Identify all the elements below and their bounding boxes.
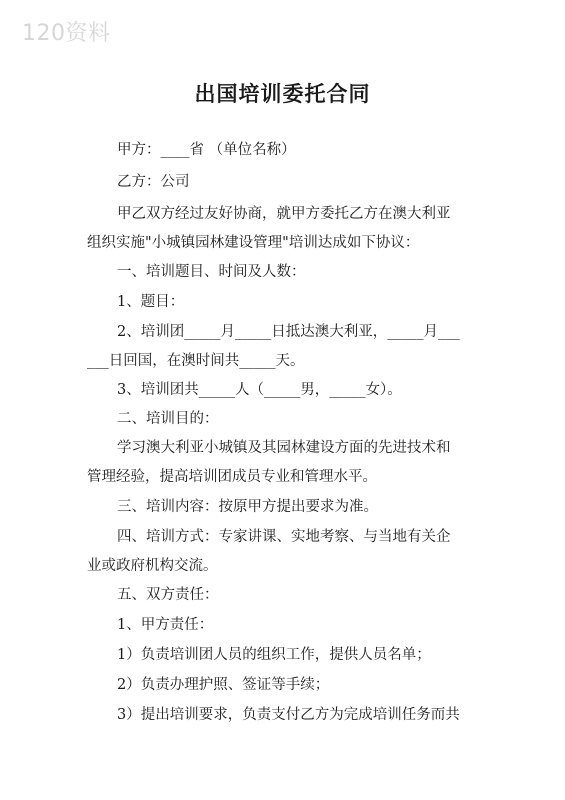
section-heading: 二、培训目的： [117, 411, 219, 427]
paragraph-line: 业或政府机构交流。 [87, 558, 218, 574]
document-title: 出国培训委托合同 [194, 82, 371, 106]
watermark-logo: 120资料 [22, 21, 111, 46]
section-heading: 一、培训题目、时间及人数： [117, 264, 306, 280]
paragraph-line: ___日回国，在澳时间共_____天。 [87, 353, 305, 369]
paragraph-line: 管理经验，提高培训团成员专业和管理水平。 [87, 469, 377, 485]
paragraph-line: 3）提出培训要求，负责支付乙方为完成培训任务而共 [117, 707, 460, 723]
paragraph-line: 甲乙双方经过友好协商，就甲方委托乙方在澳大利亚 [117, 206, 451, 222]
paragraph-line: 1）负责培训团人员的组织工作，提供人员名单； [117, 647, 431, 663]
party-a-line: 甲方：____省 （单位名称） [117, 142, 296, 158]
section-heading: 四、培训方式：专家讲课、实地考察、与当地有关企 [117, 529, 451, 545]
paragraph-line: 学习澳大利亚小城镇及其园林建设方面的先进技术和 [117, 440, 451, 456]
section-heading: 三、培训内容：按原甲方提出要求为准。 [117, 499, 378, 515]
paragraph-line: 1、甲方责任： [117, 617, 214, 633]
paragraph-line: 3、培训团共_____人（_____男，_____女）。 [117, 382, 402, 398]
section-heading: 五、双方责任： [117, 587, 219, 603]
paragraph-line: 组织实施"小城镇园林建设管理"培训达成如下协议： [87, 235, 420, 251]
paragraph-line: 2、培训团_____月_____日抵达澳大利亚，_____月___ [117, 324, 460, 340]
party-b-line: 乙方：公司 [117, 174, 190, 190]
paragraph-line: 1、题目： [117, 294, 185, 310]
paragraph-line: 2）负责办理护照、签证等手续； [117, 677, 330, 693]
